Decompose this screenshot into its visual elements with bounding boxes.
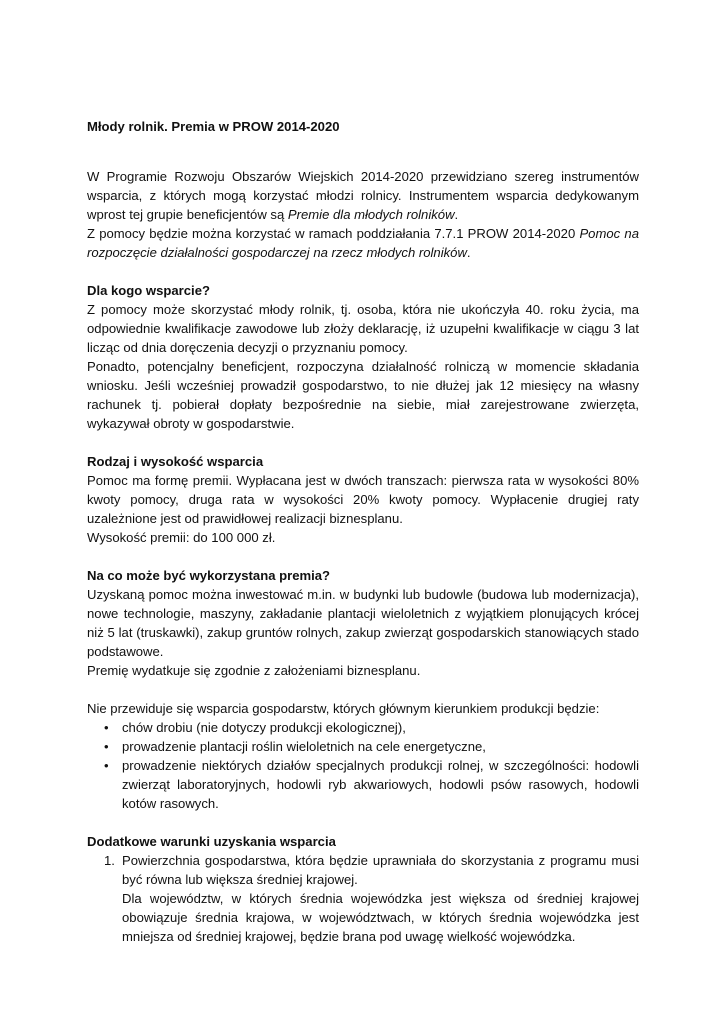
intro-text: W Programie Rozwoju Obszarów Wiejskich 2014-2020 przewidziano szereg instrumentów wsparcia, z których mogą korzystać młodzi rolnicy. Instrumentem wsparcia dedykowanym wprost tej grupie beneficjentów są <box>87 169 639 222</box>
intro-section <box>87 167 639 262</box>
list-item <box>87 718 639 737</box>
spacer <box>87 547 639 566</box>
usage-paragraph-1: Uzyskaną pomoc można inwestować m.in. w budynki lub budowle (budowa lub modernizacja), nowe technologie, maszyny, zakładanie plantacji wieloletnich z wyjątkiem plonujących krócej niż 5 lat (truskawki), zakup gruntów rolnych, zakup zwierząt gospodarskich stanowiących stado podstawowe. <box>87 587 639 659</box>
document-body <box>87 117 639 946</box>
condition-paragraph-1: Powierzchnia gospodarstwa, która będzie uprawniała do skorzystania z programu musi być równa lub większa średniej krajowej. <box>122 853 639 887</box>
who-section <box>87 281 639 433</box>
condition-paragraph-2: Dla województw, w których średnia wojewódzka jest większa od średniej krajowej obowiązuje średnia krajowa, w województwach, w których średnia wojewódzka jest mniejsza od średniej krajowej, będzie brana pod uwagę wielkość wojewódzka. <box>122 891 639 944</box>
conditions-list <box>87 851 639 946</box>
section-heading: Na co może być wykorzystana premia? <box>87 568 331 583</box>
section-heading: Dodatkowe warunki uzyskania wsparcia <box>87 834 336 849</box>
list-number: 1. <box>104 853 115 868</box>
list-item-text: chów drobiu (nie dotyczy produkcji ekologicznej), <box>122 720 406 735</box>
premium-amount: Wysokość premii: do 100 000 zł. <box>87 530 276 545</box>
exclusions-list <box>87 718 639 813</box>
list-item <box>87 851 639 946</box>
list-item-text: prowadzenie plantacji roślin wieloletnich na cele energetyczne, <box>122 739 486 754</box>
intro-emphasis: Premie dla młodych rolników <box>287 207 455 222</box>
type-paragraph-1: Pomoc ma formę premii. Wypłacana jest w dwóch transzach: pierwsza rata w wysokości 80% kwoty pomocy, druga rata w wysokości 20% kwoty pomocy. Wypłacenie drugiej raty uzależnione jest od prawidłowej realizacji biznesplanu. <box>87 473 639 526</box>
intro-text-end: . <box>454 207 459 222</box>
list-item-text: prowadzenie niektórych działów specjalnych produkcji rolnej, w szczególności: hodowli zwierząt laboratoryjnych, hodowli ryb akwariowych, hodowli psów rasowych, hodowli kotów rasowych. <box>122 758 639 811</box>
intro-paragraph-2 <box>87 224 639 262</box>
intro-paragraph-1 <box>87 167 639 224</box>
type-section <box>87 452 639 547</box>
spacer <box>87 680 639 699</box>
spacer <box>87 813 639 832</box>
who-paragraph-2: Ponadto, potencjalny beneficjent, rozpoczyna działalność rolniczą w momencie składania wniosku. Jeśli wcześniej prowadził gospodarstwo, to nie dłużej jak 12 miesięcy na własny rachunek tj. pobierał dopłaty bezpośrednie na siebie, miał zarejestrowane zwierzęta, wykazywał obroty w gospodarstwie. <box>87 359 639 431</box>
list-item <box>87 756 639 813</box>
intro-text: Z pomocy będzie można korzystać w ramach poddziałania 7.7.1 PROW 2014-2020 <box>87 226 580 241</box>
intro-emphasis: Pomoc na rozpoczęcie działalności gospodarczej na rzecz młodych rolników <box>87 226 639 260</box>
document-title: Młody rolnik. Premia w PROW 2014-2020 <box>87 119 340 134</box>
usage-section <box>87 566 639 680</box>
usage-paragraph-2: Premię wydatkuje się zgodnie z założeniami biznesplanu. <box>87 663 421 678</box>
bullet-icon: • <box>104 758 109 773</box>
section-heading: Dla kogo wsparcie? <box>87 283 210 298</box>
conditions-section <box>87 832 639 946</box>
exclusions-section <box>87 699 639 813</box>
who-paragraph-1: Z pomocy może skorzystać młody rolnik, tj. osoba, która nie ukończyła 40. roku życia, ma odpowiednie kwalifikacje zawodowe lub złoży deklarację, iż uzupełni kwalifikacje w ciągu 3 lat licząc od dnia doręczenia decyzji o przyznaniu pomocy. <box>87 302 639 355</box>
exclusions-intro: Nie przewiduje się wsparcia gospodarstw, których głównym kierunkiem produkcji będzie: <box>87 701 600 716</box>
intro-text-end: . <box>466 245 471 260</box>
bullet-icon: • <box>104 739 109 754</box>
spacer <box>87 433 639 452</box>
list-item <box>87 737 639 756</box>
bullet-icon: • <box>104 720 109 735</box>
spacer <box>87 262 639 281</box>
section-heading: Rodzaj i wysokość wsparcia <box>87 454 264 469</box>
